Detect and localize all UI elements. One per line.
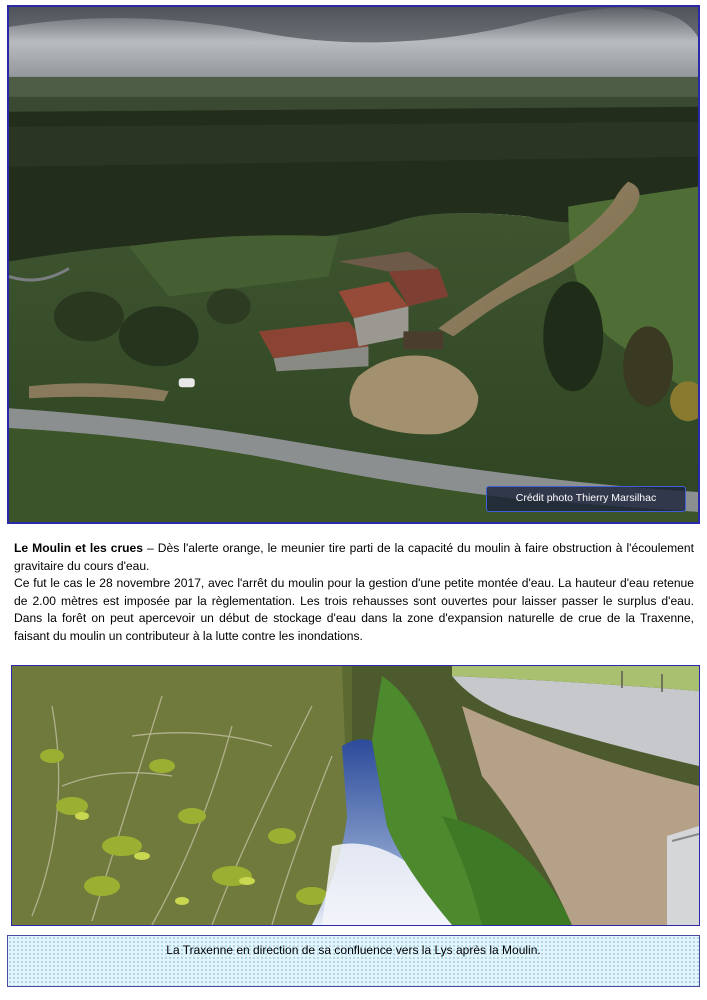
article-lead: Le Moulin et les crues	[14, 541, 143, 555]
photo-caption	[7, 935, 700, 987]
caption-text: La Traxenne en direction de sa confluence vers la Lys après la Moulin.	[166, 943, 541, 957]
aerial-mill-illustration	[9, 7, 698, 522]
stream-illustration	[12, 666, 699, 925]
stream-photo	[11, 665, 700, 926]
article-paragraph-1-rest: Dès l'alerte orange, le meunier tire parti de la capacité du moulin à faire obstruction à l'écoulement gravitaire du cours d'eau.	[14, 541, 694, 573]
article-paragraph-2: Ce fut le cas le 28 novembre 2017, avec l'arrêt du moulin pour la gestion d'une petite montée d'eau. La hauteur d'eau retenue de 2.00 mètres est imposée par la règlementation. Les trois rehausses sont ouvertes pour laisser passer le surplus d'eau. Dans la forêt on peut apercevoir un début de stockage d'eau dans la zone d'expansion naturelle de crue de la Traxenne, faisant du moulin un contributeur à la lutte contre les inondations.	[14, 576, 694, 643]
article-paragraph-1	[14, 540, 694, 575]
photo-credit: Crédit photo Thierry Marsilhac	[486, 486, 686, 512]
aerial-mill-photo	[7, 5, 700, 524]
article-dash: –	[143, 541, 158, 555]
article-text	[14, 540, 694, 646]
